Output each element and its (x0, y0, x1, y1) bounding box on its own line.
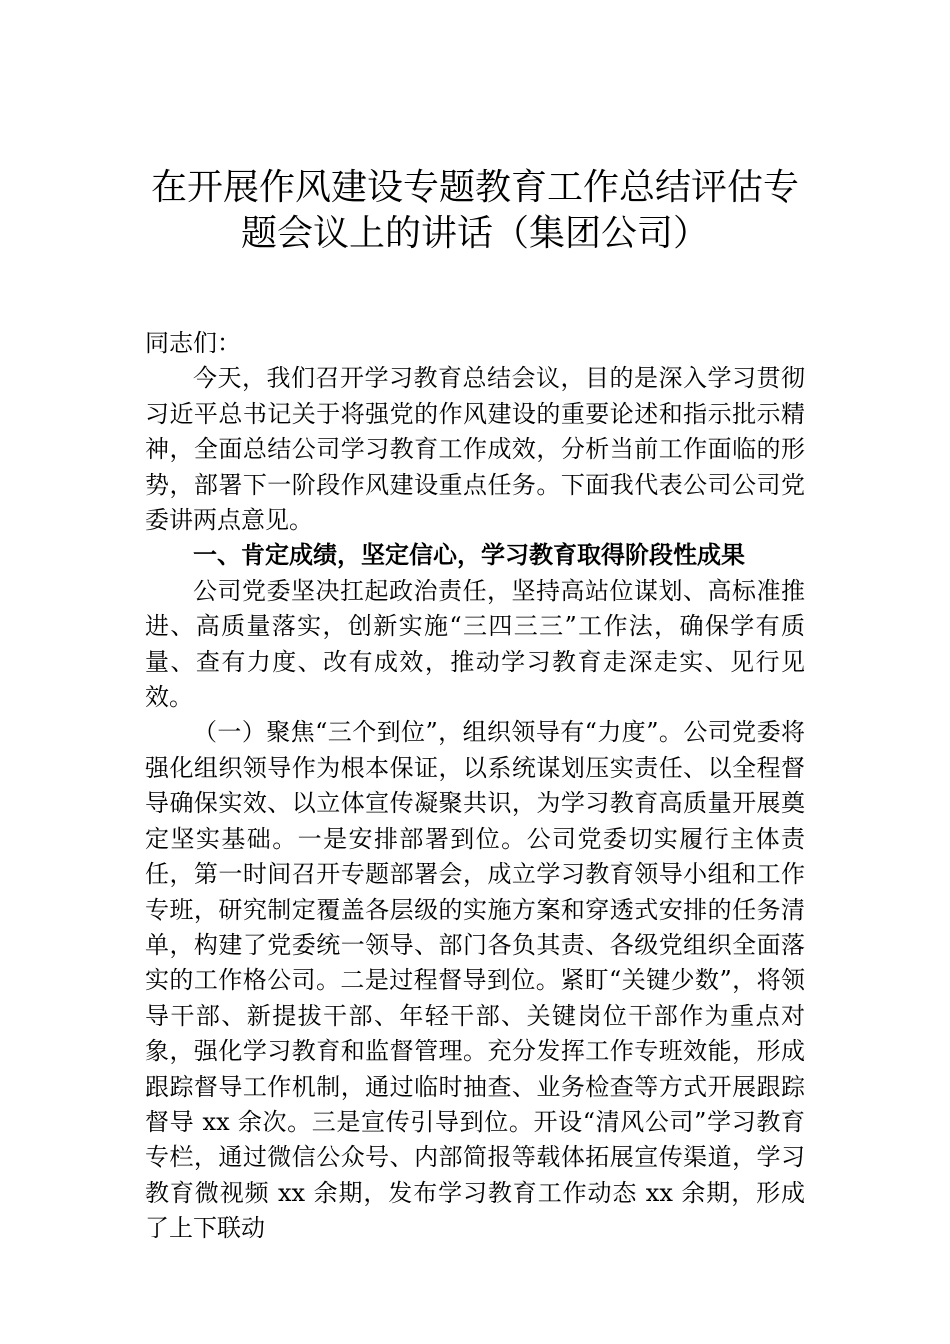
document-body (145, 326, 805, 1247)
section-heading-1: 一、肯定成绩，坚定信心，学习教育取得阶段性成果 (193, 541, 745, 570)
document-title-line-1: 在开展作风建设专题教育工作总结评估专 (150, 167, 799, 208)
paragraph-intro: 今天，我们召开学习教育总结会议，目的是深入学习贯彻习近平总书记关于将强党的作风建设的重要论述和指示批示精神，全面总结公司学习教育工作成效，分析当前工作面临的形势，部署下一阶段作风建设重点任务。下面我代表公司公司党委讲两点意见。 (145, 364, 805, 535)
salutation: 同志们： (145, 329, 241, 357)
paragraph-section-1: 公司党委坚决扛起政治责任，坚持高站位谋划、高标准推进、高质量落实，创新实施“三四三三”工作法，确保学有质量、查有力度、改有成效，推动学习教育走深走实、见行见效。 (145, 576, 805, 712)
document-title-line-2: 题会议上的讲话（集团公司） (240, 213, 709, 254)
paragraph-subsection-1: （一）聚焦“三个到位”，组织领导有“力度”。公司党委将强化组织领导作为根本保证，以系统谋划压实责任、以全程督导确保实效、以立体宣传凝聚共识，为学习教育高质量开展奠定坚实基础。一是安排部署到位。公司党委切实履行主体责任，第一时间召开专题部署会，成立学习教育领导小组和工作专班，研究制定覆盖各层级的实施方案和穿透式安排的任务清单，构建了党委统一领导、部门各负其责、各级党组织全面落实的工作格公司。二是过程督导到位。紧盯“关键少数”，将领导干部、新提拔干部、年轻干部、关键岗位干部作为重点对象，强化学习教育和监督管理。充分发挥工作专班效能，形成跟踪督导工作机制，通过临时抽查、业务检查等方式开展跟踪督导 xx 余次。三是宣传引导到位。开设“清风公司”学习教育专栏，通过微信公众号、内部简报等载体拓展宣传渠道，学习教育微视频 xx 余期，发布学习教育工作动态 xx 余期，形成了上下联动 (145, 718, 805, 1243)
